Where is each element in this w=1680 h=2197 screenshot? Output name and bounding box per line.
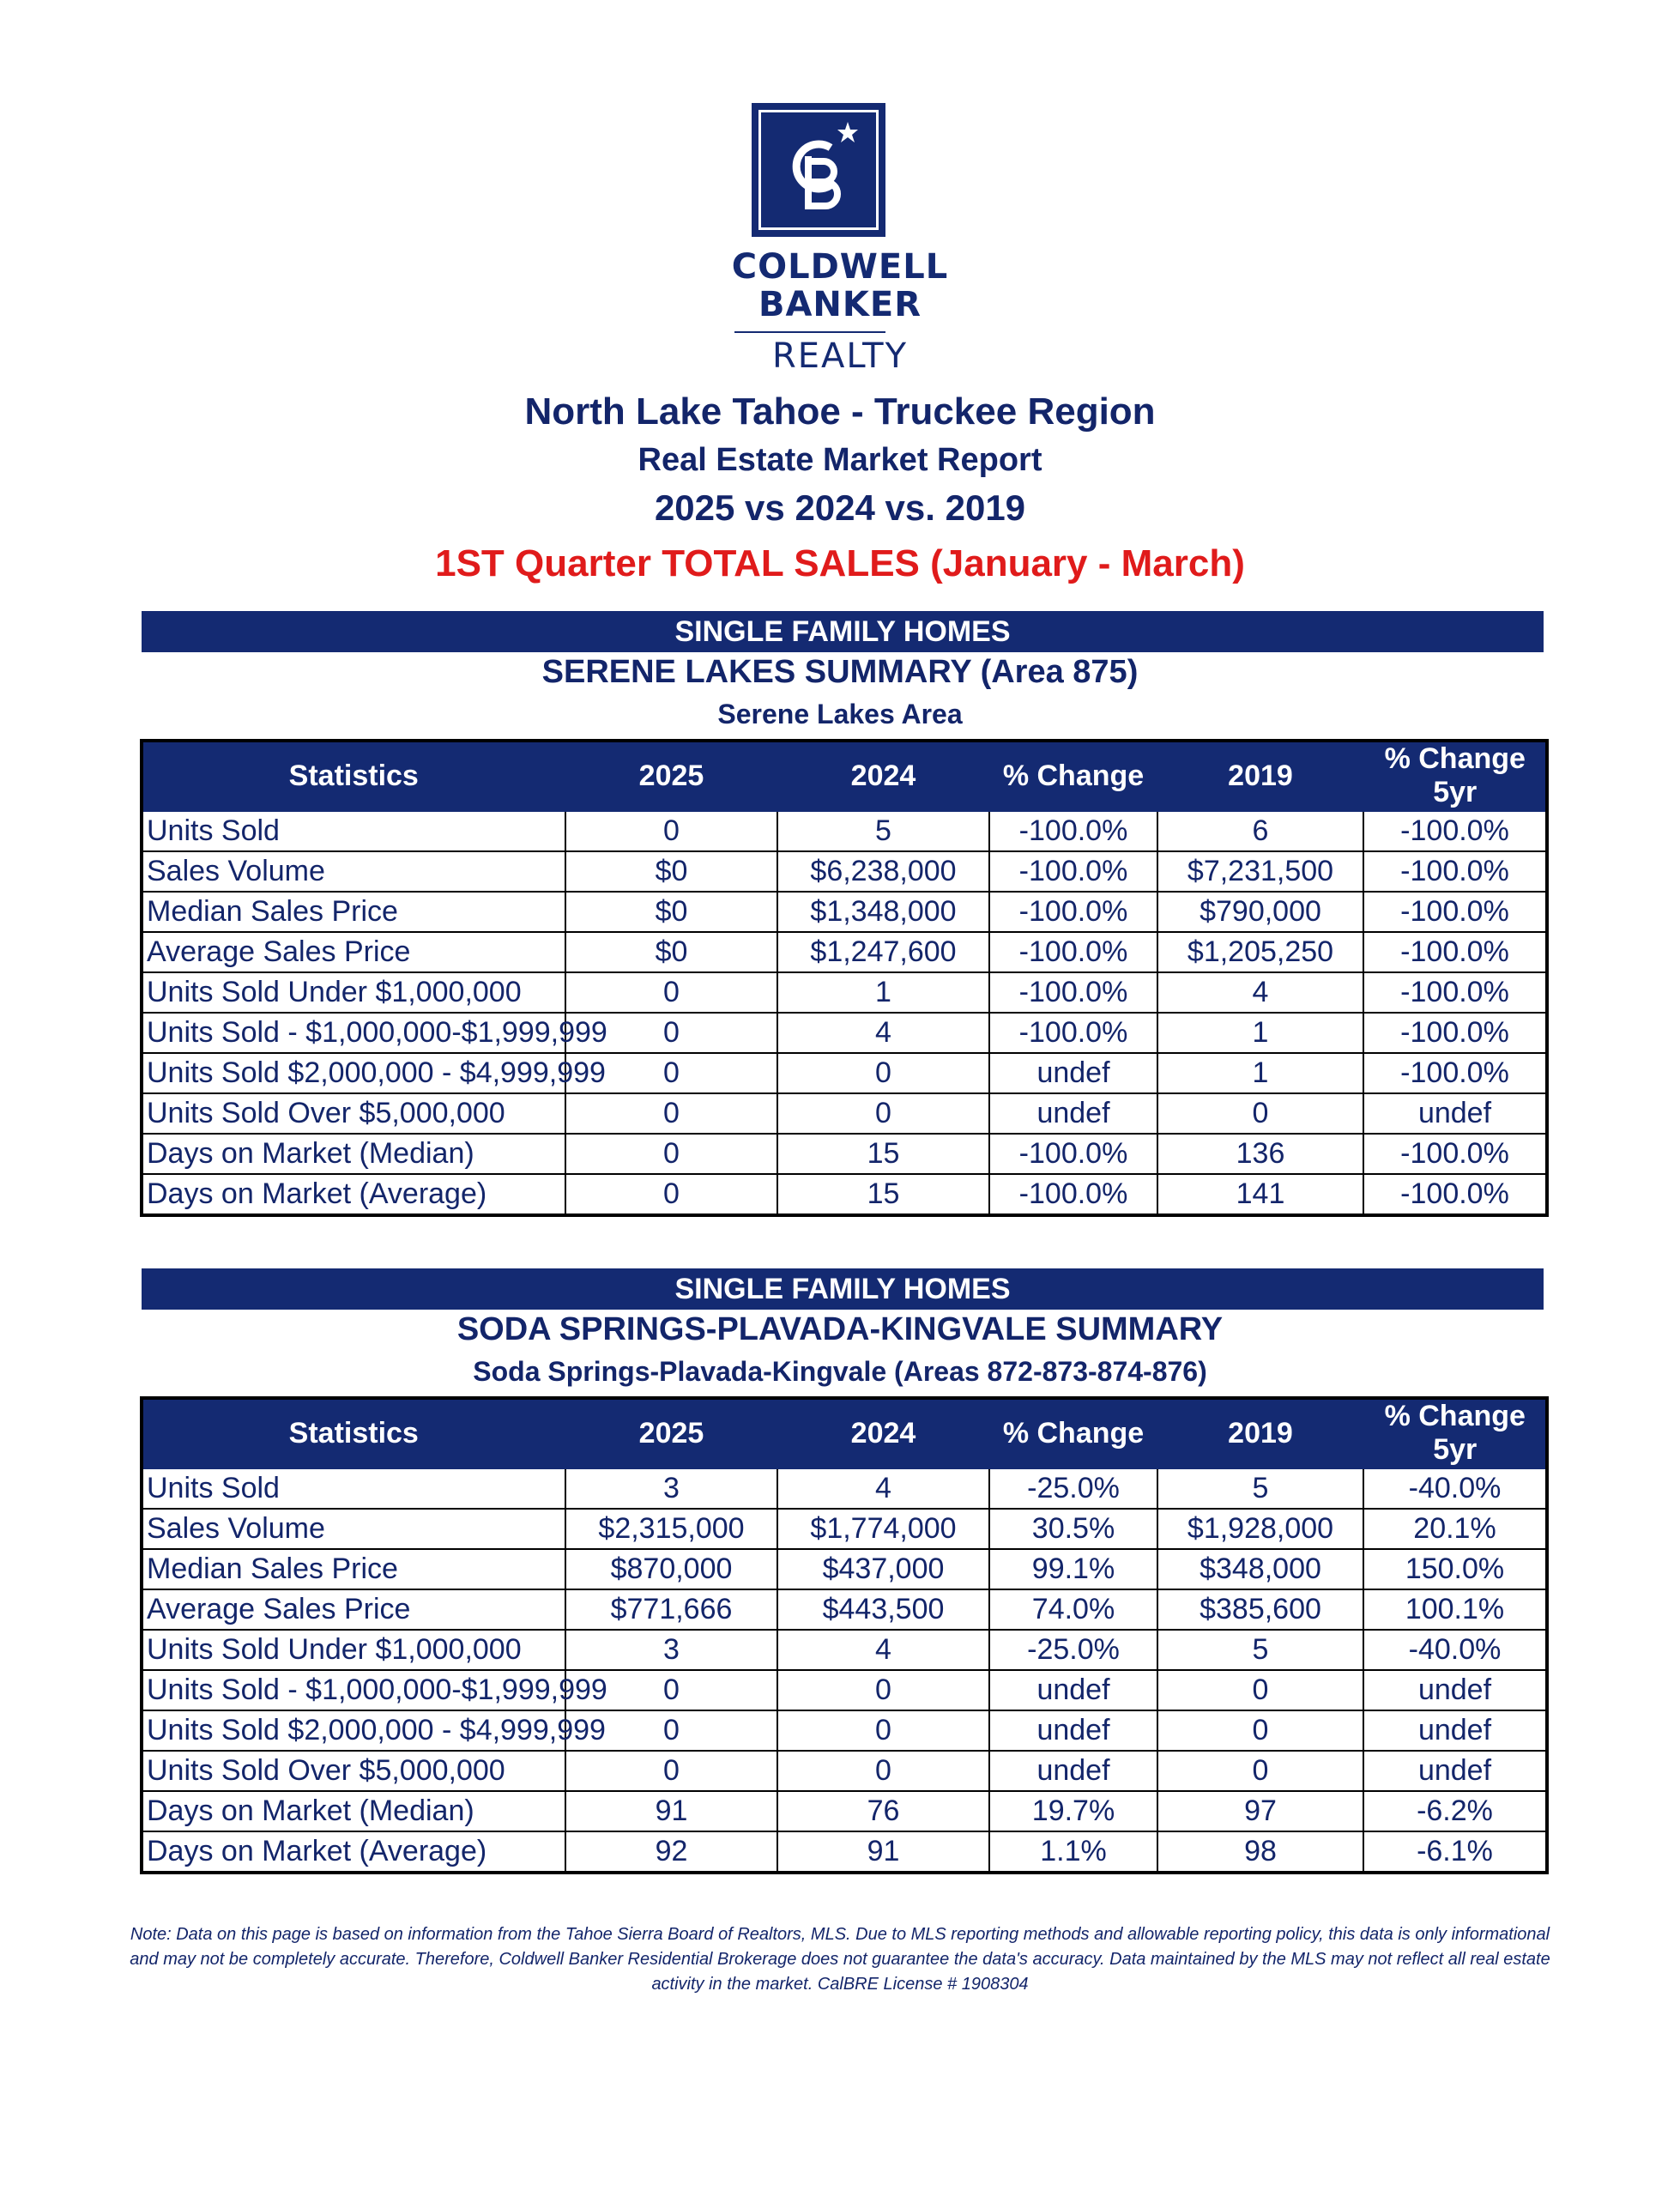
- column-header: % Change: [989, 741, 1157, 811]
- column-header: 2025: [565, 1398, 777, 1468]
- table-cell: -100.0%: [1363, 972, 1547, 1013]
- table-cell: 1.1%: [989, 1831, 1157, 1873]
- row-label: Median Sales Price: [142, 892, 565, 932]
- table-cell: -100.0%: [989, 1134, 1157, 1174]
- table-cell: undef: [1363, 1710, 1547, 1751]
- table-cell: 5: [1157, 1630, 1363, 1670]
- table-cell: -100.0%: [1363, 1013, 1547, 1053]
- table-cell: $1,348,000: [777, 892, 989, 932]
- column-header: Statistics: [142, 1398, 565, 1468]
- table-cell: undef: [1363, 1670, 1547, 1710]
- table-cell: 0: [565, 1134, 777, 1174]
- table-cell: 76: [777, 1791, 989, 1831]
- row-label: Days on Market (Median): [142, 1791, 565, 1831]
- table-cell: 0: [565, 1053, 777, 1093]
- table-cell: undef: [989, 1053, 1157, 1093]
- table-cell: 19.7%: [989, 1791, 1157, 1831]
- table-cell: -100.0%: [989, 811, 1157, 852]
- table-cell: $771,666: [565, 1589, 777, 1630]
- table-row: [142, 1791, 1547, 1831]
- table-cell: undef: [989, 1710, 1157, 1751]
- table-cell: 15: [777, 1134, 989, 1174]
- table-cell: 0: [565, 1670, 777, 1710]
- disclaimer-note: [129, 1922, 1551, 1997]
- row-label: Sales Volume: [142, 851, 565, 892]
- table-cell: -100.0%: [989, 851, 1157, 892]
- serene-lakes-table: [140, 739, 1549, 1217]
- brand-divider: [734, 331, 885, 333]
- table-cell: -100.0%: [989, 972, 1157, 1013]
- table-cell: $0: [565, 851, 777, 892]
- brand-line-3: REALTY: [771, 336, 909, 376]
- table-cell: 74.0%: [989, 1589, 1157, 1630]
- table-cell: 0: [565, 1174, 777, 1215]
- table-cell: -100.0%: [989, 932, 1157, 972]
- table-cell: 0: [565, 972, 777, 1013]
- row-label: Units Sold Under $1,000,000: [142, 1630, 565, 1670]
- table-cell: 30.5%: [989, 1509, 1157, 1549]
- table-cell: undef: [989, 1751, 1157, 1791]
- table-cell: 1: [777, 972, 989, 1013]
- table-row: [142, 851, 1547, 892]
- table-cell: -100.0%: [1363, 1174, 1547, 1215]
- table-cell: $0: [565, 932, 777, 972]
- row-label: Units Sold - $1,000,000-$1,999,999: [142, 1670, 565, 1710]
- table-cell: -25.0%: [989, 1468, 1157, 1510]
- disclaimer-line: and may not be completely accurate. Therefore, Coldwell Banker Residential Brokerage does not guarantee the data's accuracy. Data maintained by the MLS may not reflect all real estate: [130, 1950, 1550, 1969]
- table-cell: 4: [777, 1468, 989, 1510]
- table-cell: 0: [1157, 1710, 1363, 1751]
- table-cell: -100.0%: [989, 892, 1157, 932]
- table-cell: $1,774,000: [777, 1509, 989, 1549]
- section-2-title: SODA SPRINGS-PLAVADA-KINGVALE SUMMARY: [456, 1311, 1224, 1347]
- table-cell: 0: [777, 1710, 989, 1751]
- table-cell: $443,500: [777, 1589, 989, 1630]
- row-label: Units Sold Under $1,000,000: [142, 972, 565, 1013]
- column-header: 2025: [565, 741, 777, 811]
- table-cell: $385,600: [1157, 1589, 1363, 1630]
- table-row: [142, 892, 1547, 932]
- row-label: Average Sales Price: [142, 932, 565, 972]
- table-row: [142, 1509, 1547, 1549]
- row-label: Units Sold Over $5,000,000: [142, 1093, 565, 1134]
- table-cell: 0: [777, 1093, 989, 1134]
- table-cell: $437,000: [777, 1549, 989, 1589]
- table-cell: -25.0%: [989, 1630, 1157, 1670]
- column-header: % Change: [989, 1398, 1157, 1468]
- section-1-band: SINGLE FAMILY HOMES: [142, 611, 1544, 652]
- table-cell: 0: [565, 811, 777, 852]
- table-row: [142, 1831, 1547, 1873]
- report-subtitle: Real Estate Market Report: [638, 442, 1042, 478]
- row-label: Units Sold - $1,000,000-$1,999,999: [142, 1013, 565, 1053]
- report-region-title: North Lake Tahoe - Truckee Region: [524, 390, 1156, 433]
- table-body: [142, 1468, 1547, 1873]
- table-cell: 5: [777, 811, 989, 852]
- row-label: Days on Market (Average): [142, 1831, 565, 1873]
- row-label: Average Sales Price: [142, 1589, 565, 1630]
- table-cell: $0: [565, 892, 777, 932]
- table-cell: 0: [777, 1053, 989, 1093]
- row-label: Units Sold $2,000,000 - $4,999,999: [142, 1053, 565, 1093]
- section-1-subtitle: Serene Lakes Area: [717, 699, 963, 729]
- table-cell: 0: [1157, 1751, 1363, 1791]
- coldwell-banker-logo: [752, 103, 885, 237]
- table-row: [142, 1630, 1547, 1670]
- section-1-title: SERENE LAKES SUMMARY (Area 875): [541, 654, 1139, 690]
- table-cell: 3: [565, 1630, 777, 1670]
- table-cell: 1: [1157, 1053, 1363, 1093]
- table-cell: 1: [1157, 1013, 1363, 1053]
- disclaimer-line: activity in the market. CalBRE License # 1908304: [651, 1975, 1029, 1994]
- soda-springs-table: [140, 1396, 1549, 1874]
- table-cell: 0: [565, 1751, 777, 1791]
- table-cell: -6.1%: [1363, 1831, 1547, 1873]
- table-cell: 98: [1157, 1831, 1363, 1873]
- cb-monogram-icon: [752, 103, 885, 237]
- table-cell: $870,000: [565, 1549, 777, 1589]
- table-cell: 6: [1157, 811, 1363, 852]
- row-label: Units Sold $2,000,000 - $4,999,999: [142, 1710, 565, 1751]
- table-row: [142, 1670, 1547, 1710]
- table-cell: undef: [989, 1670, 1157, 1710]
- table-cell: undef: [1363, 1751, 1547, 1791]
- table-cell: -40.0%: [1363, 1468, 1547, 1510]
- table-cell: 4: [777, 1630, 989, 1670]
- table-cell: undef: [1363, 1093, 1547, 1134]
- table-cell: -100.0%: [1363, 1134, 1547, 1174]
- column-header: % Change 5yr: [1363, 1398, 1547, 1468]
- table-cell: 0: [777, 1751, 989, 1791]
- column-header: 2024: [777, 741, 989, 811]
- table-cell: $1,928,000: [1157, 1509, 1363, 1549]
- table-cell: 0: [777, 1670, 989, 1710]
- table-row: [142, 1751, 1547, 1791]
- table-cell: 97: [1157, 1791, 1363, 1831]
- row-label: Median Sales Price: [142, 1549, 565, 1589]
- row-label: Units Sold: [142, 1468, 565, 1510]
- row-label: Sales Volume: [142, 1509, 565, 1549]
- disclaimer-line: Note: Data on this page is based on information from the Tahoe Sierra Board of Realtors, MLS. Due to MLS reporting methods and allowable reporting policy, this data is only informational: [130, 1925, 1550, 1944]
- column-header: Statistics: [142, 741, 565, 811]
- report-period: 1ST Quarter TOTAL SALES (January - March): [435, 542, 1245, 584]
- table-cell: -100.0%: [1363, 892, 1547, 932]
- table-cell: 0: [565, 1710, 777, 1751]
- table-row: [142, 1134, 1547, 1174]
- row-label: Units Sold: [142, 811, 565, 852]
- table-cell: $6,238,000: [777, 851, 989, 892]
- table-row: [142, 811, 1547, 852]
- table-cell: undef: [989, 1093, 1157, 1134]
- table-cell: -100.0%: [1363, 851, 1547, 892]
- table-cell: $2,315,000: [565, 1509, 777, 1549]
- table-cell: $1,205,250: [1157, 932, 1363, 972]
- table-row: [142, 1174, 1547, 1215]
- report-comparison: 2025 vs 2024 vs. 2019: [654, 487, 1026, 528]
- table-cell: 0: [1157, 1670, 1363, 1710]
- section-2-band: SINGLE FAMILY HOMES: [142, 1268, 1544, 1310]
- column-header: % Change 5yr: [1363, 741, 1547, 811]
- table-row: [142, 972, 1547, 1013]
- table-cell: 20.1%: [1363, 1509, 1547, 1549]
- table-cell: 4: [1157, 972, 1363, 1013]
- table-row: [142, 1013, 1547, 1053]
- table-cell: 92: [565, 1831, 777, 1873]
- table-cell: 5: [1157, 1468, 1363, 1510]
- table-row: [142, 932, 1547, 972]
- table-cell: -100.0%: [989, 1174, 1157, 1215]
- table-cell: $7,231,500: [1157, 851, 1363, 892]
- section-2-subtitle: Soda Springs-Plavada-Kingvale (Areas 872-873-874-876): [473, 1356, 1207, 1387]
- table-cell: 3: [565, 1468, 777, 1510]
- table-cell: 150.0%: [1363, 1549, 1547, 1589]
- brand-line-2: BANKER: [758, 285, 922, 324]
- table-cell: 91: [777, 1831, 989, 1873]
- table-cell: $348,000: [1157, 1549, 1363, 1589]
- table-cell: -100.0%: [1363, 932, 1547, 972]
- table-cell: -40.0%: [1363, 1630, 1547, 1670]
- table-cell: 100.1%: [1363, 1589, 1547, 1630]
- row-label: Days on Market (Median): [142, 1134, 565, 1174]
- table-row: [142, 1468, 1547, 1510]
- table-cell: 0: [565, 1013, 777, 1053]
- table-row: [142, 1053, 1547, 1093]
- table-cell: 99.1%: [989, 1549, 1157, 1589]
- table-cell: -100.0%: [989, 1013, 1157, 1053]
- table-cell: 141: [1157, 1174, 1363, 1215]
- table-cell: $790,000: [1157, 892, 1363, 932]
- table-row: [142, 1589, 1547, 1630]
- table-header-row: [142, 741, 1547, 811]
- column-header: 2019: [1157, 1398, 1363, 1468]
- table-cell: 15: [777, 1174, 989, 1215]
- table-cell: -6.2%: [1363, 1791, 1547, 1831]
- brand-line-1: COLDWELL: [731, 247, 949, 287]
- column-header: 2019: [1157, 741, 1363, 811]
- table-cell: 91: [565, 1791, 777, 1831]
- row-label: Days on Market (Average): [142, 1174, 565, 1215]
- table-cell: -100.0%: [1363, 1053, 1547, 1093]
- row-label: Units Sold Over $5,000,000: [142, 1751, 565, 1791]
- table-cell: 0: [1157, 1093, 1363, 1134]
- table-cell: 0: [565, 1093, 777, 1134]
- table-header-row: [142, 1398, 1547, 1468]
- table-cell: -100.0%: [1363, 811, 1547, 852]
- table-row: [142, 1710, 1547, 1751]
- table-cell: 4: [777, 1013, 989, 1053]
- table-cell: 136: [1157, 1134, 1363, 1174]
- table-row: [142, 1549, 1547, 1589]
- column-header: 2024: [777, 1398, 989, 1468]
- table-body: [142, 811, 1547, 1216]
- table-row: [142, 1093, 1547, 1134]
- table-cell: $1,247,600: [777, 932, 989, 972]
